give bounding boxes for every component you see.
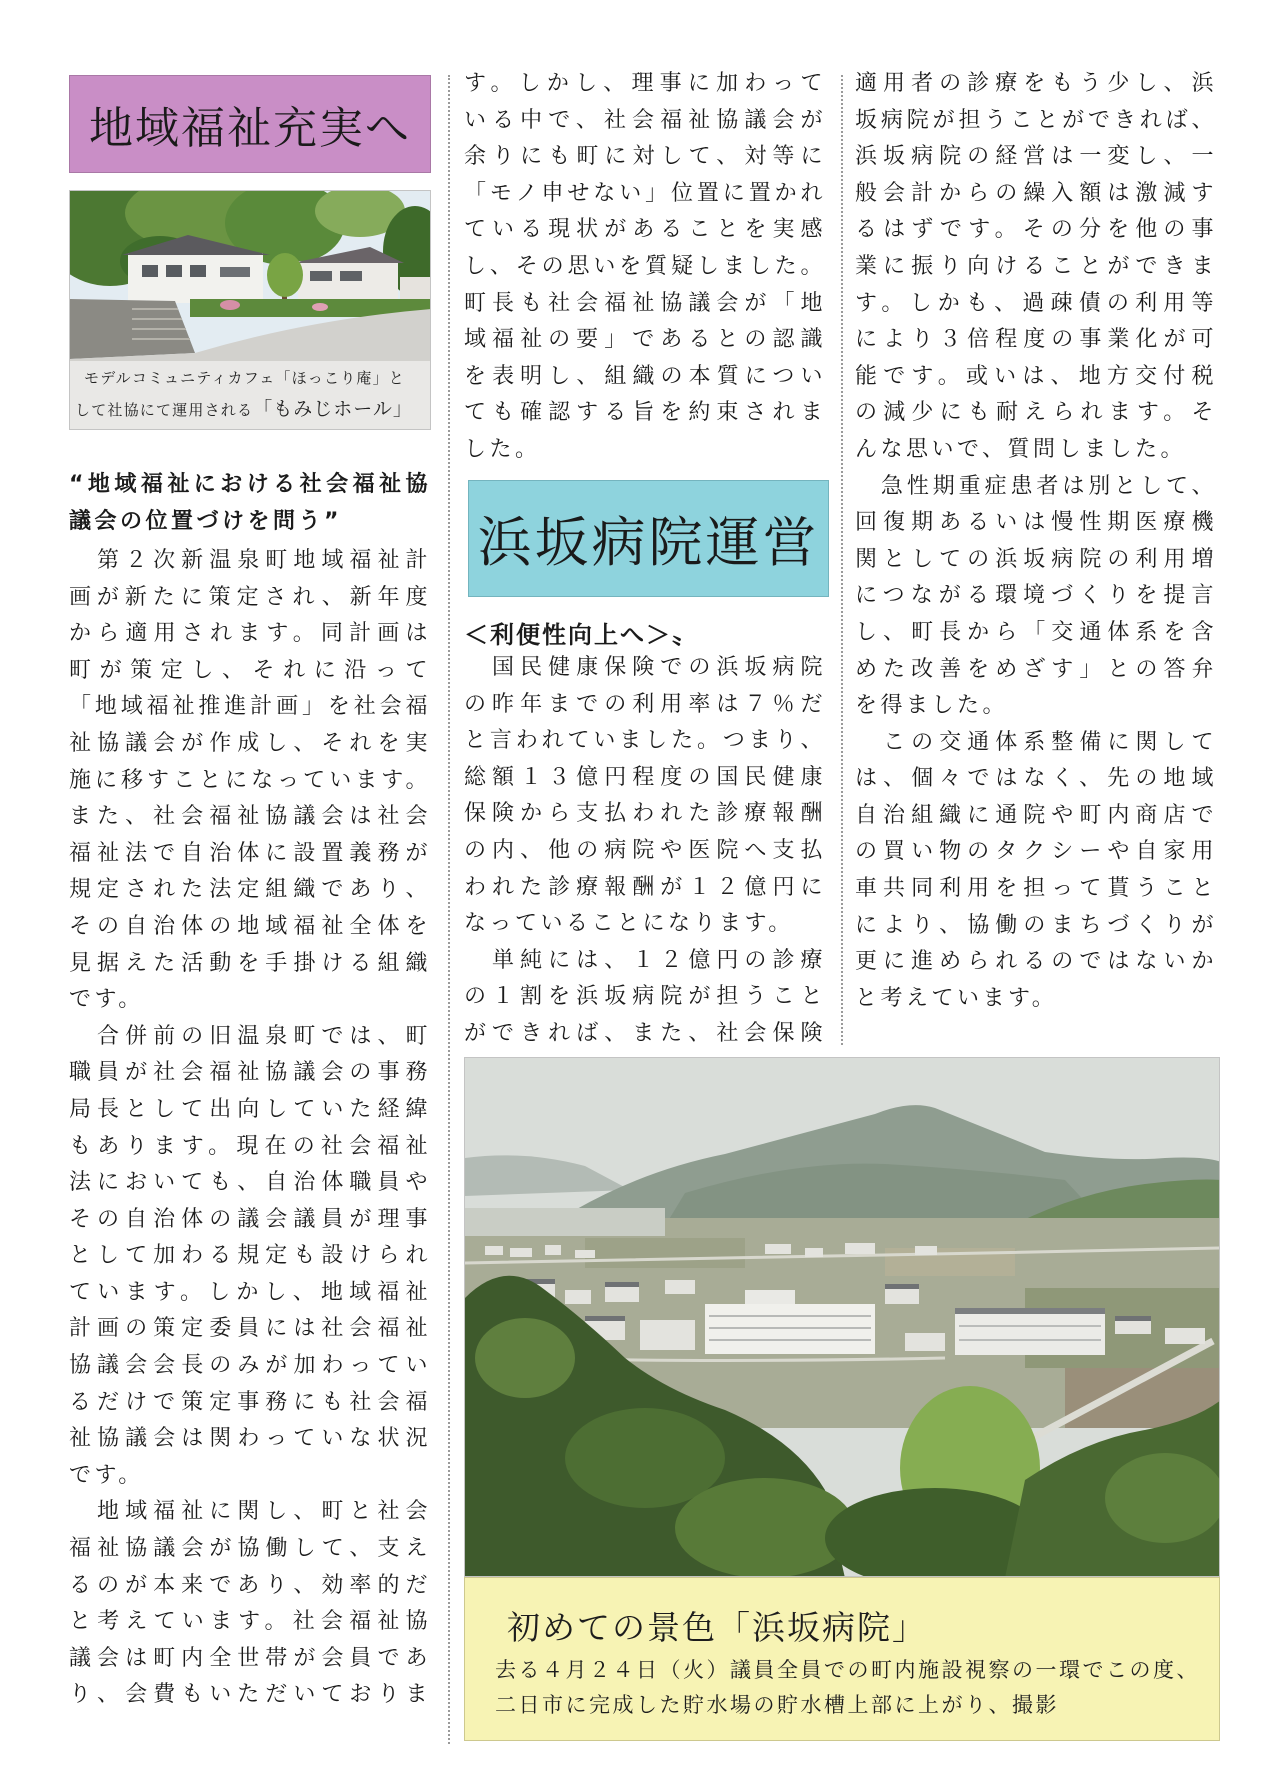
text-line: 協議会会長のみが加わってい <box>69 1353 431 1379</box>
text-line: の１割を浜坂病院が担うこと <box>464 984 826 1010</box>
text-line: 般会計からの繰入額は激減す <box>855 180 1217 206</box>
subheading-line: “地域福祉における社会福祉協 <box>69 472 431 497</box>
text-line: 関としての浜坂病院の利用増 <box>855 546 1217 572</box>
text-line: 町長も社会福祉協議会が「地 <box>464 290 826 316</box>
text-line: その自治体の地域福祉全体を <box>69 913 431 939</box>
text-line: 単純には、１２億円の診療 <box>464 947 826 973</box>
text-line: の減少にも耐えられます。そ <box>855 400 1217 426</box>
text-line: いる中で、社会福祉協議会が <box>464 107 826 133</box>
text-line: 適用者の診療をもう少し、浜 <box>855 71 1217 96</box>
text-line: 「モノ申せない」位置に置かれ <box>464 180 826 206</box>
text-line: われた診療報酬が１２億円に <box>464 874 826 900</box>
text-line: と考えています。社会福祉協 <box>69 1609 431 1635</box>
text-line: を表明し、組織の本質につい <box>464 363 826 389</box>
text-line: 祉協議会が作成し、それを実 <box>69 730 431 756</box>
text-line: により、協働のまちづくりが <box>855 912 1217 938</box>
caption-line: 二日市に完成した貯水場の貯水槽上部に上がり、撮影 <box>495 1693 1059 1717</box>
text-line: と言われていました。つまり、 <box>464 728 826 754</box>
photo-caption-box <box>464 1577 1220 1741</box>
body-text-column3 <box>855 66 1217 1017</box>
text-line: す。しかも、過疎債の利用等 <box>855 290 1217 316</box>
text-line: を得ました。 <box>855 693 1009 719</box>
text-line: と考えています。 <box>855 985 1058 1011</box>
text-line: り、会費もいただいておりま <box>69 1682 431 1708</box>
text-line: もあります。現在の社会福祉 <box>69 1133 431 1159</box>
landscape-image <box>465 1058 1220 1577</box>
text-line: 域福祉の要」であるとの認識 <box>464 327 826 353</box>
body-text-column2 <box>464 650 826 1053</box>
text-line: の内、他の病院や医院へ支払 <box>464 837 826 863</box>
section-title: 地域福祉充実へ <box>89 103 411 154</box>
text-line: 合併前の旧温泉町では、町 <box>69 1023 431 1049</box>
care-facility-building <box>955 1308 1105 1355</box>
text-line: 急性期重症患者は別として、 <box>855 473 1217 499</box>
text-line: 地域福祉に関し、町と社会 <box>69 1499 431 1525</box>
text-line: 祉協議会は関わっていな状況 <box>69 1426 431 1452</box>
body-text-column1 <box>69 543 431 1714</box>
text-line: 福祉法で自治体に設置義務が <box>69 840 431 866</box>
caption-line: 去る４月２４日（火）議員全員での町内施設視察の一環でこの度、 <box>495 1658 1200 1682</box>
text-line: の買い物のタクシーや自家用 <box>855 839 1217 865</box>
text-line: 浜坂病院の経営は一変し、一 <box>855 144 1217 170</box>
text-line: 総額１３億円程度の国民健康 <box>464 764 826 790</box>
text-line: 第２次新温泉町地域福祉計 <box>69 548 431 573</box>
text-line: として加わる規定も設けられ <box>69 1243 431 1269</box>
text-line: は、個々ではなく、先の地域 <box>855 766 1217 792</box>
text-line: その自治体の議会議員が理事 <box>69 1206 431 1232</box>
body-text-column2-top <box>464 66 826 469</box>
photo-caption-line: モデルコミュニティカフェ「ほっこり庵」と <box>84 369 406 387</box>
text-line: 車共同利用を担って貰うこと <box>855 876 1217 902</box>
text-line: ができれば、また、社会保険 <box>464 1020 826 1046</box>
column-divider <box>448 75 450 1744</box>
text-line: 職員が社会福祉協議会の事務 <box>69 1060 431 1086</box>
text-line: るだけで策定事務にも社会福 <box>69 1389 431 1415</box>
text-line: す。しかし、理事に加わって <box>464 71 826 96</box>
text-line: 回復期あるいは慢性期医療機 <box>855 510 1217 536</box>
text-line: した。 <box>464 436 541 462</box>
text-line: るのが本来であり、効率的だ <box>69 1572 431 1598</box>
text-line: し、その思いを質疑しました。 <box>464 253 826 279</box>
text-line: です。 <box>69 987 144 1013</box>
caption-title: 初めての景色「浜坂病院」 <box>507 1608 927 1647</box>
text-line: 規定された法定組織であり、 <box>69 877 431 903</box>
text-line: んな思いで、質問しました。 <box>855 436 1187 462</box>
text-line: 自治組織に通院や町内商店で <box>855 802 1217 828</box>
text-line: 法においても、自治体職員や <box>69 1170 431 1196</box>
text-line: 余りにも町に対して、対等に <box>464 144 826 170</box>
text-line: 画が新たに策定され、新年度 <box>69 584 431 610</box>
text-line: るはずです。その分を他の事 <box>855 217 1217 243</box>
section-header-welfare <box>69 75 431 173</box>
text-line: 国民健康保険での浜坂病院 <box>464 655 826 680</box>
text-line: この交通体系整備に関して <box>855 729 1217 755</box>
text-line: につながる環境づくりを提言 <box>855 583 1217 609</box>
text-line: めた改善をめざす」との答弁 <box>855 656 1217 682</box>
subheading: ＜利便性向上へ＞〟 <box>464 621 698 649</box>
photo-caption-line <box>75 394 413 421</box>
text-line: 町が策定し、それに沿って <box>69 657 431 683</box>
text-line: 計画の策定委員には社会福祉 <box>69 1316 431 1342</box>
caption-emphasis: 「もみじホール」 <box>253 398 413 420</box>
column-divider <box>841 75 843 1045</box>
text-line: 局長として出向していた経緯 <box>69 1096 431 1122</box>
text-line: 「地域福祉推進計画」を社会福 <box>69 694 431 720</box>
text-line: 福祉協議会が協働して、支え <box>69 1536 431 1562</box>
text-line: 更に進められるのではないか <box>855 949 1217 975</box>
text-line: 業に振り向けることができま <box>855 253 1217 279</box>
text-line: ても確認する旨を約束されま <box>464 400 826 426</box>
text-line: 坂病院が担うことができれば、 <box>855 107 1217 133</box>
subheading <box>69 467 431 540</box>
text-line: 保険から支払われた診療報酬 <box>464 801 826 827</box>
text-line: 能です。或いは、地方交付税 <box>855 363 1217 389</box>
text-line: 見据えた活動を手掛ける組織 <box>69 950 431 976</box>
text-line: です。 <box>69 1462 144 1488</box>
caption-text: して社協にて運用される <box>75 401 254 419</box>
text-line: 議会は町内全世帯が会員であ <box>69 1645 431 1671</box>
text-line: し、町長から「交通体系を含 <box>855 619 1217 645</box>
section-title: 浜坂病院運営 <box>477 511 820 574</box>
text-line: また、社会福祉協議会は社会 <box>69 804 431 830</box>
text-line: ている現状があることを実感 <box>464 217 826 243</box>
cafe-photo <box>69 190 431 430</box>
subheading-line: 議会の位置づけを問う” <box>69 508 342 534</box>
text-line: から適用されます。同計画は <box>69 621 431 647</box>
text-line: 施に移すことになっています。 <box>69 767 431 793</box>
text-line: の昨年までの利用率は７％だ <box>464 691 826 717</box>
text-line: により３倍程度の事業化が可 <box>855 327 1217 353</box>
section-header-hospital <box>468 480 829 597</box>
hospital-landscape-photo <box>464 1057 1220 1577</box>
text-line: ています。しかし、地域福祉 <box>69 1279 431 1305</box>
text-line: なっていることになります。 <box>464 911 794 937</box>
